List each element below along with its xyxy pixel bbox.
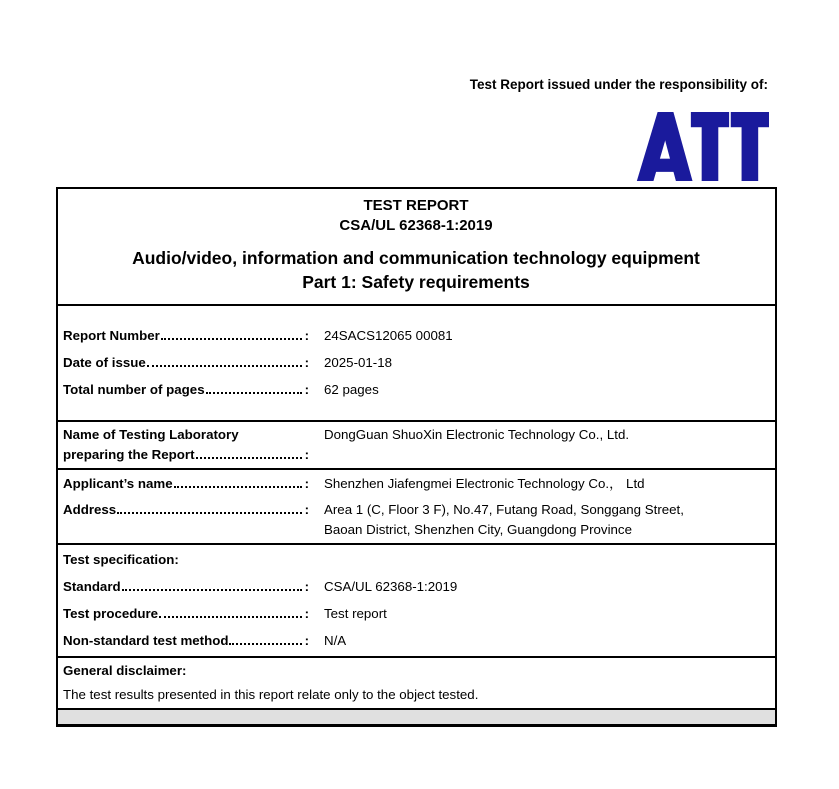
- dot-leader: [196, 457, 302, 459]
- field-label: [63, 600, 309, 627]
- field-standard: [63, 573, 769, 600]
- field-label: [63, 425, 309, 465]
- general-disclaimer-section: [58, 656, 775, 708]
- general-disclaimer-heading: General disclaimer:: [63, 663, 187, 678]
- dot-leader: [147, 365, 302, 367]
- logo-letter-t1-stem: [702, 112, 719, 181]
- date-of-issue-value: 2025-01-18: [324, 355, 393, 370]
- field-lab-name: [63, 425, 769, 465]
- dot-leader: [117, 512, 301, 514]
- test-procedure-value: Test report: [324, 606, 387, 621]
- total-pages-label: Total number of pages: [63, 382, 205, 397]
- lab-name-label-line2-row: [63, 445, 309, 465]
- standard-value: CSA/UL 62368-1:2019: [324, 579, 458, 594]
- field-label: [63, 376, 309, 403]
- report-table: [56, 187, 777, 727]
- empty-footer-row: [58, 708, 775, 724]
- non-standard-method-label: Non-standard test method: [63, 633, 229, 648]
- field-label: [63, 573, 309, 600]
- field-label: [63, 322, 309, 349]
- lab-name-label-line1: Name of Testing Laboratory: [63, 427, 239, 442]
- lab-name-label-line2: preparing the Report: [63, 447, 195, 462]
- field-report-number: [63, 322, 769, 349]
- colon: :: [304, 447, 309, 462]
- report-subtitle-line1: Audio/video, information and communication technology equipment: [132, 248, 700, 268]
- address-value-line2: Baoan District, Shenzhen City, Guangdong Province: [324, 522, 632, 537]
- field-address: [63, 497, 769, 540]
- colon: :: [304, 382, 309, 397]
- dot-leader: [229, 643, 301, 645]
- test-procedure-label: Test procedure: [63, 606, 159, 621]
- field-label: [63, 349, 309, 376]
- dot-leader: [159, 616, 301, 618]
- report-number-value: 24SACS12065 00081: [324, 328, 453, 343]
- colon: :: [304, 502, 309, 517]
- colon: :: [304, 328, 309, 343]
- report-title-section: [58, 189, 775, 304]
- testing-laboratory-section: [58, 420, 775, 468]
- standard-label: Standard: [63, 579, 121, 594]
- address-value-line1: Area 1 (C, Floor 3 F), No.47, Futang Road, Songgang Street,: [324, 502, 684, 517]
- field-date-of-issue: [63, 349, 769, 376]
- report-title: TEST REPORT: [363, 197, 469, 214]
- colon: :: [304, 476, 309, 491]
- field-applicant-name: [63, 471, 769, 497]
- general-disclaimer-text: The test results presented in this report relate only to the object tested.: [63, 687, 479, 702]
- field-label: [63, 471, 309, 497]
- report-standard-number: CSA/UL 62368-1:2019: [339, 217, 493, 234]
- field-label: [63, 497, 309, 523]
- total-pages-value: 62 pages: [324, 382, 379, 397]
- dot-leader: [206, 392, 302, 394]
- colon: :: [304, 579, 309, 594]
- logo-letter-t2-stem: [742, 112, 759, 181]
- att-logo: [636, 112, 769, 181]
- colon: :: [304, 633, 309, 648]
- applicant-name-value: Shenzhen Jiafengmei Electronic Technology Co.， Ltd: [324, 476, 645, 491]
- applicant-name-label: Applicant’s name: [63, 476, 173, 491]
- report-subtitle-line2: Part 1: Safety requirements: [302, 272, 530, 292]
- field-label: [63, 627, 309, 654]
- test-specification-heading: Test specification:: [63, 552, 179, 567]
- colon: :: [304, 606, 309, 621]
- dot-leader: [161, 338, 302, 340]
- applicant-section: [58, 468, 775, 543]
- field-total-pages: [63, 376, 769, 403]
- dot-leader: [122, 589, 302, 591]
- date-of-issue-label: Date of issue: [63, 355, 146, 370]
- logo-letter-a-crossbar: [646, 159, 683, 172]
- att-logo-glyphs: [637, 112, 769, 181]
- address-label: Address: [63, 502, 117, 517]
- field-non-standard-method: [63, 627, 769, 654]
- colon: :: [304, 355, 309, 370]
- report-number-label: Report Number: [63, 328, 160, 343]
- report-meta-section: [58, 304, 775, 420]
- issuer-statement: Test Report issued under the responsibility of:: [469, 77, 768, 92]
- address-value: [324, 497, 684, 540]
- field-test-procedure: [63, 600, 769, 627]
- non-standard-method-value: N/A: [324, 633, 347, 648]
- test-specification-section: [58, 543, 775, 656]
- lab-name-value: DongGuan ShuoXin Electronic Technology Co., Ltd.: [324, 427, 630, 442]
- dot-leader: [174, 486, 302, 488]
